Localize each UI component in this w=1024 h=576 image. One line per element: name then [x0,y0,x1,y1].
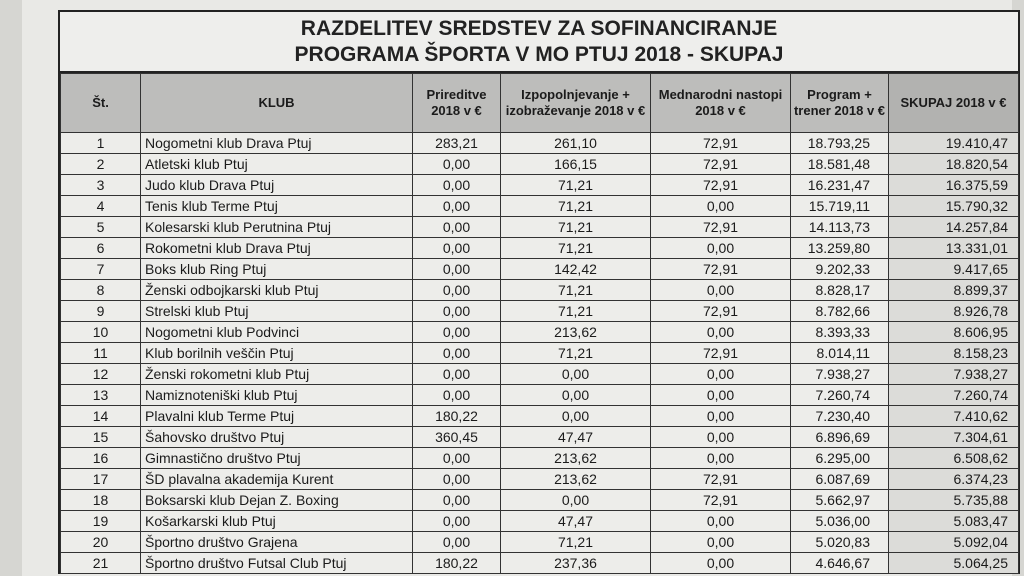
mednarodni-value: 72,91 [651,259,791,280]
table-row [61,406,1019,427]
izpopolnjevanje-value: 166,15 [501,154,651,175]
prireditve-value: 0,00 [413,154,501,175]
program-value: 8.393,33 [791,322,889,343]
table-row [61,238,1019,259]
program-value: 7.230,40 [791,406,889,427]
skupaj-value: 8.926,78 [889,301,1019,322]
program-value: 5.036,00 [791,511,889,532]
program-value: 7.938,27 [791,364,889,385]
izpopolnjevanje-value: 47,47 [501,427,651,448]
table-row [61,343,1019,364]
club-name: Športno društvo Futsal Club Ptuj [141,553,413,574]
skupaj-value: 5.735,88 [889,490,1019,511]
club-name: Klub borilnih veščin Ptuj [141,343,413,364]
skupaj-value: 8.158,23 [889,343,1019,364]
row-number: 3 [61,175,141,196]
club-name: Strelski klub Ptuj [141,301,413,322]
izpopolnjevanje-value: 71,21 [501,238,651,259]
program-value: 13.259,80 [791,238,889,259]
skupaj-value: 13.331,01 [889,238,1019,259]
table-row [61,553,1019,574]
mednarodni-value: 0,00 [651,385,791,406]
mednarodni-value: 0,00 [651,553,791,574]
header-prireditve: Prireditve 2018 v € [413,74,501,133]
izpopolnjevanje-value: 71,21 [501,532,651,553]
row-number: 21 [61,553,141,574]
club-name: Namiznoteniški klub Ptuj [141,385,413,406]
prireditve-value: 0,00 [413,511,501,532]
skupaj-value: 7.938,27 [889,364,1019,385]
table-row [61,217,1019,238]
row-number: 17 [61,469,141,490]
row-number: 19 [61,511,141,532]
skupaj-value: 7.304,61 [889,427,1019,448]
allocation-document [58,10,1020,574]
prireditve-value: 0,00 [413,490,501,511]
table-row [61,175,1019,196]
table-row [61,133,1019,154]
club-name: Kolesarski klub Perutnina Ptuj [141,217,413,238]
club-name: Košarkarski klub Ptuj [141,511,413,532]
row-number: 16 [61,448,141,469]
prireditve-value: 0,00 [413,448,501,469]
izpopolnjevanje-value: 213,62 [501,448,651,469]
prireditve-value: 0,00 [413,259,501,280]
skupaj-value: 15.790,32 [889,196,1019,217]
skupaj-value: 14.257,84 [889,217,1019,238]
prireditve-value: 0,00 [413,238,501,259]
izpopolnjevanje-value: 71,21 [501,301,651,322]
table-row [61,196,1019,217]
title-line-1: RAZDELITEV SREDSTEV ZA SOFINANCIRANJE [300,17,778,40]
skupaj-value: 6.374,23 [889,469,1019,490]
skupaj-value: 7.410,62 [889,406,1019,427]
table-row [61,511,1019,532]
program-value: 16.231,47 [791,175,889,196]
izpopolnjevanje-value: 0,00 [501,385,651,406]
header-skupaj: SKUPAJ 2018 v € [889,74,1019,133]
program-value: 8.828,17 [791,280,889,301]
club-name: Ženski rokometni klub Ptuj [141,364,413,385]
club-name: Gimnastično društvo Ptuj [141,448,413,469]
program-value: 9.202,33 [791,259,889,280]
mednarodni-value: 0,00 [651,511,791,532]
izpopolnjevanje-value: 142,42 [501,259,651,280]
header-program: Program + trener 2018 v € [791,74,889,133]
club-name: Plavalni klub Terme Ptuj [141,406,413,427]
program-value: 5.020,83 [791,532,889,553]
prireditve-value: 0,00 [413,280,501,301]
program-value: 8.014,11 [791,343,889,364]
document-title [60,12,1018,73]
skupaj-value: 7.260,74 [889,385,1019,406]
mednarodni-value: 72,91 [651,343,791,364]
prireditve-value: 283,21 [413,133,501,154]
club-name: Nogometni klub Podvinci [141,322,413,343]
row-number: 15 [61,427,141,448]
mednarodni-value: 0,00 [651,448,791,469]
header-club: KLUB [141,74,413,133]
program-value: 5.662,97 [791,490,889,511]
program-value: 18.581,48 [791,154,889,175]
mednarodni-value: 0,00 [651,427,791,448]
skupaj-value: 16.375,59 [889,175,1019,196]
table-row [61,385,1019,406]
club-name: Atletski klub Ptuj [141,154,413,175]
row-number: 5 [61,217,141,238]
header-mednarodni: Mednarodni nastopi 2018 v € [651,74,791,133]
table-row [61,469,1019,490]
program-value: 6.087,69 [791,469,889,490]
skupaj-value: 6.508,62 [889,448,1019,469]
program-value: 7.260,74 [791,385,889,406]
izpopolnjevanje-value: 71,21 [501,343,651,364]
row-number: 1 [61,133,141,154]
prireditve-value: 180,22 [413,406,501,427]
row-number: 12 [61,364,141,385]
prireditve-value: 0,00 [413,385,501,406]
club-name: Judo klub Drava Ptuj [141,175,413,196]
club-name: Športno društvo Grajena [141,532,413,553]
skupaj-value: 8.899,37 [889,280,1019,301]
izpopolnjevanje-value: 261,10 [501,133,651,154]
prireditve-value: 0,00 [413,217,501,238]
table-row [61,532,1019,553]
row-number: 4 [61,196,141,217]
club-name: Šahovsko društvo Ptuj [141,427,413,448]
prireditve-value: 0,00 [413,532,501,553]
title-line-2: PROGRAMA ŠPORTA V MO PTUJ 2018 - SKUPAJ [294,43,784,66]
club-name: ŠD plavalna akademija Kurent [141,469,413,490]
table-row [61,364,1019,385]
program-value: 18.793,25 [791,133,889,154]
prireditve-value: 0,00 [413,364,501,385]
program-value: 8.782,66 [791,301,889,322]
row-number: 18 [61,490,141,511]
allocation-table [60,73,1019,574]
izpopolnjevanje-value: 0,00 [501,364,651,385]
prireditve-value: 0,00 [413,301,501,322]
skupaj-value: 18.820,54 [889,154,1019,175]
header-num: Št. [61,74,141,133]
prireditve-value: 0,00 [413,175,501,196]
table-row [61,280,1019,301]
izpopolnjevanje-value: 71,21 [501,217,651,238]
table-row [61,427,1019,448]
table-row [61,154,1019,175]
prireditve-value: 360,45 [413,427,501,448]
table-row [61,490,1019,511]
prireditve-value: 0,00 [413,343,501,364]
mednarodni-value: 72,91 [651,154,791,175]
mednarodni-value: 72,91 [651,301,791,322]
prireditve-value: 0,00 [413,196,501,217]
program-value: 15.719,11 [791,196,889,217]
header-izpopolnjevanje: Izpopolnjevanje + izobraževanje 2018 v € [501,74,651,133]
izpopolnjevanje-value: 213,62 [501,322,651,343]
club-name: Ženski odbojkarski klub Ptuj [141,280,413,301]
skupaj-value: 5.064,25 [889,553,1019,574]
row-number: 6 [61,238,141,259]
row-number: 10 [61,322,141,343]
mednarodni-value: 0,00 [651,406,791,427]
club-name: Boksarski klub Dejan Z. Boxing [141,490,413,511]
row-number: 20 [61,532,141,553]
mednarodni-value: 72,91 [651,133,791,154]
mednarodni-value: 0,00 [651,280,791,301]
skupaj-value: 5.092,04 [889,532,1019,553]
table-row [61,448,1019,469]
skupaj-value: 8.606,95 [889,322,1019,343]
program-value: 14.113,73 [791,217,889,238]
izpopolnjevanje-value: 71,21 [501,280,651,301]
club-name: Rokometni klub Drava Ptuj [141,238,413,259]
mednarodni-value: 72,91 [651,175,791,196]
izpopolnjevanje-value: 71,21 [501,196,651,217]
izpopolnjevanje-value: 237,36 [501,553,651,574]
mednarodni-value: 0,00 [651,196,791,217]
row-number: 11 [61,343,141,364]
izpopolnjevanje-value: 0,00 [501,406,651,427]
program-value: 6.295,00 [791,448,889,469]
mednarodni-value: 0,00 [651,322,791,343]
mednarodni-value: 72,91 [651,469,791,490]
row-number: 2 [61,154,141,175]
mednarodni-value: 72,91 [651,217,791,238]
row-number: 9 [61,301,141,322]
skupaj-value: 9.417,65 [889,259,1019,280]
header-row [61,74,1019,133]
row-number: 13 [61,385,141,406]
izpopolnjevanje-value: 0,00 [501,490,651,511]
row-number: 14 [61,406,141,427]
mednarodni-value: 0,00 [651,364,791,385]
mednarodni-value: 0,00 [651,238,791,259]
club-name: Boks klub Ring Ptuj [141,259,413,280]
club-name: Nogometni klub Drava Ptuj [141,133,413,154]
table-row [61,322,1019,343]
table-body [61,133,1019,574]
mednarodni-value: 72,91 [651,490,791,511]
izpopolnjevanje-value: 213,62 [501,469,651,490]
mednarodni-value: 0,00 [651,532,791,553]
skupaj-value: 5.083,47 [889,511,1019,532]
table-row [61,301,1019,322]
prireditve-value: 180,22 [413,553,501,574]
prireditve-value: 0,00 [413,469,501,490]
club-name: Tenis klub Terme Ptuj [141,196,413,217]
row-number: 7 [61,259,141,280]
row-number: 8 [61,280,141,301]
program-value: 4.646,67 [791,553,889,574]
table-row [61,259,1019,280]
izpopolnjevanje-value: 47,47 [501,511,651,532]
izpopolnjevanje-value: 71,21 [501,175,651,196]
program-value: 6.896,69 [791,427,889,448]
prireditve-value: 0,00 [413,322,501,343]
skupaj-value: 19.410,47 [889,133,1019,154]
